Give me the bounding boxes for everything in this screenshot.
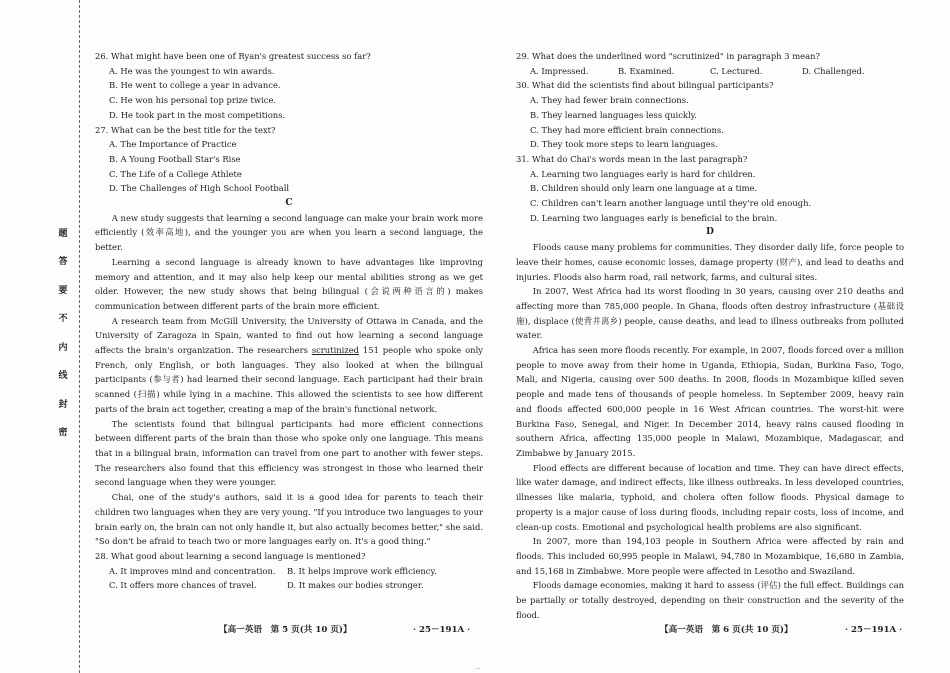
question-27-option-d: D. The Challenges of High School Football <box>109 183 290 194</box>
page-footer-left: 【高一英语 第 5 页(共 10 页)】 <box>219 625 352 635</box>
binding-char: 答 <box>58 257 68 268</box>
binding-char: 要 <box>58 285 68 296</box>
binding-dashed-line <box>79 0 80 673</box>
question-26-option-b: B. He went to college a year in advance. <box>109 80 281 91</box>
question-30-stem: 30. What did the scientists find about bilingual participants? <box>516 80 774 91</box>
passage-c-paragraph-3 <box>95 314 483 417</box>
question-27-option-a: A. The Importance of Practice <box>109 139 237 150</box>
paragraph-text: A research team from McGill University, the University of Ottawa in Canada, and the University of Zaragoza in Spain, wanted to find out how learning a second language affects the brain's organization. The researchers <box>95 315 483 356</box>
question-29-option-b: B. Examined. <box>618 65 675 76</box>
question-31-option-c: C. Children can't learn another language until they're old enough. <box>530 198 812 209</box>
question-31-option-b: B. Children should only learn one language at a time. <box>530 183 758 194</box>
question-29-option-c: C. Lectured. <box>710 65 763 76</box>
question-28-options-row-1 <box>109 564 483 579</box>
binding-char: 封 <box>58 399 68 410</box>
question-31-option-a: A. Learning two languages early is hard for children. <box>530 168 756 179</box>
question-26-option-a: A. He was the youngest to win awards. <box>109 65 275 76</box>
passage-c-paragraph-2: Learning a second language is already known to have advantages like improving memory and attention, and it may also help keep our mental abilities strong as we get older. However, the new study shows that being bilingual (会说两种语言的) makes communication between different parts of the brain more efficient. <box>95 256 483 311</box>
section-c-heading: C <box>285 198 293 209</box>
left-column <box>95 49 483 593</box>
page-footer-right: 【高一英语 第 6 页(共 10 页)】 <box>660 625 793 635</box>
passage-c-paragraph-4: The scientists found that bilingual participants had more efficient connections between different parts of the brain than those who spoke only one language. This means that in a bilingual brain, information can travel from one part to another with fewer steps. The researchers also found that this efficiency was strongest in those who learned their second language when they were younger. <box>95 418 483 488</box>
question-29-options-row <box>530 64 904 79</box>
question-28-options-row-2 <box>109 578 483 593</box>
passage-d-paragraph-4: Flood effects are different because of location and time. They can have direct effects, like water damage, and indirect effects, like illness outbreaks. In less developed countries, illnesses like malaria, typhoid, and cholera often follow floods. Physical damage to property is a major cause of loss during floods, including repair costs, loss of income, and clean-up costs. Emotional and psychological health problems are also significant. <box>516 462 904 532</box>
binding-margin-text <box>56 226 70 438</box>
binding-char: 题 <box>58 229 68 239</box>
page-code-right: · 25－191A · <box>845 625 903 635</box>
question-30-option-a: A. They had fewer brain connections. <box>530 95 689 106</box>
question-30-option-d: D. They took more steps to learn languages. <box>530 139 718 150</box>
binding-char: 线 <box>58 371 68 382</box>
question-26-stem: 26. What might have been one of Ryan's greatest success so far? <box>95 51 371 61</box>
binding-char: 内 <box>58 342 68 353</box>
binding-char: 不 <box>58 314 68 325</box>
question-30-option-b: B. They learned languages less quickly. <box>530 109 697 120</box>
bottom-dots: ... <box>475 664 481 671</box>
question-27-option-b: B. A Young Football Star's Rise <box>109 153 241 164</box>
question-29-option-d: D. Challenged. <box>802 65 865 76</box>
passage-d-paragraph-6: Floods damage economies, making it hard to assess (评估) the full effect. Buildings can be partially or totally destroyed, depending on their construction and the severity of the flood. <box>516 580 904 620</box>
underlined-word-scrutinized: scrutinized <box>311 345 360 356</box>
passage-d-paragraph-5: In 2007, more than 194,103 people in Southern Africa were affected by rain and floods. This included 60,995 people in Malawi, 94,780 in Mozambique, 16,680 in Zambia, and 15,168 in Zimbabwe. More people were affected in Lesotho and Swaziland. <box>516 536 904 576</box>
question-28-option-c: C. It offers more chances of travel. <box>109 580 257 591</box>
question-31-option-d: D. Learning two languages early is beneficial to the brain. <box>530 212 778 223</box>
passage-d-paragraph-1: Floods cause many problems for communities. They disorder daily life, force people to leave their homes, cause economic losses, damage property (财产), and lead to deaths and injuries. Floods also harm road, rail network, farms, and cultural sites. <box>516 242 904 282</box>
question-27-option-c: C. The Life of a College Athlete <box>109 168 242 179</box>
question-28-stem: 28. What good about learning a second language is mentioned? <box>95 550 366 561</box>
passage-d-paragraph-2: In 2007, West Africa had its worst flooding in 30 years, causing over 210 deaths and affecting more than 785,000 people. In Ghana, floods often destroy infrastructure (基础设施), displace (使背井离乡) people, cause deaths, and lead to illness outbreaks from polluted water. <box>516 286 904 341</box>
question-28-option-a: A. It improves mind and concentration. <box>109 565 276 576</box>
paragraph-text: 151 people who spoke only French, only English, or both languages. They also looked at when the bilingual participants (参与者) had learned their second language. Each participant had their brain scanned (扫描) while lying in a machine. This allowed the scientists to see how different parts of the brain act together, creating a map of the brain's functional network. <box>95 345 483 414</box>
right-column <box>516 49 904 622</box>
question-30-option-c: C. They had more efficient brain connections. <box>530 124 724 135</box>
question-29-option-a: A. Impressed. <box>530 65 589 76</box>
question-28-option-b: B. It helps improve work efficiency. <box>287 565 437 576</box>
passage-d-paragraph-3: Africa has seen more floods recently. For example, in 2007, floods forced over a million people to move away from their home in Uganda, Ethiopia, Sudan, Burkina Faso, Togo, Mali, and Nigeria, causing over 500 deaths. In 2008, floods in Mozambique killed seven people and made tens of thousands of people homeless. In September 2009, heavy rain and floods affected 600,000 people in 16 West African countries. The worst-hit were Burkina Faso, Senegal, and Niger. In December 2014, heavy rains caused flooding in southern Africa, affecting 135,000 people in Malawi, Mozambique, Madagascar, and Zimbabwe by January 2015. <box>516 345 904 458</box>
question-27-stem: 27. What can be the best title for the text? <box>95 124 276 135</box>
binding-char: 密 <box>58 427 68 438</box>
passage-c-paragraph-1: A new study suggests that learning a second language can make your brain work more efficiently (效率高地), and the younger you are when you learn a second language, the better. <box>95 212 483 253</box>
page-code-left: · 25－191A · <box>413 625 471 635</box>
question-29-stem: 29. What does the underlined word "scrutinized" in paragraph 3 mean? <box>516 51 821 61</box>
passage-c-paragraph-5: Chai, one of the study's authors, said it is a good idea for parents to teach their children two languages when they are very young. "If you introduce two languages to your brain early on, the brain can not only handle it, but also actually becomes better," she said. "So don't be afraid to teach two or more languages early on. It's a good thing." <box>95 492 483 547</box>
question-26-option-d: D. He took part in the most competitions. <box>109 109 286 120</box>
question-31-stem: 31. What do Chai's words mean in the last paragraph? <box>516 153 748 164</box>
question-28-option-d: D. It makes our bodies stronger. <box>287 580 424 591</box>
question-26-option-c: C. He won his personal top prize twice. <box>109 95 277 106</box>
section-d-heading: D <box>706 227 714 238</box>
